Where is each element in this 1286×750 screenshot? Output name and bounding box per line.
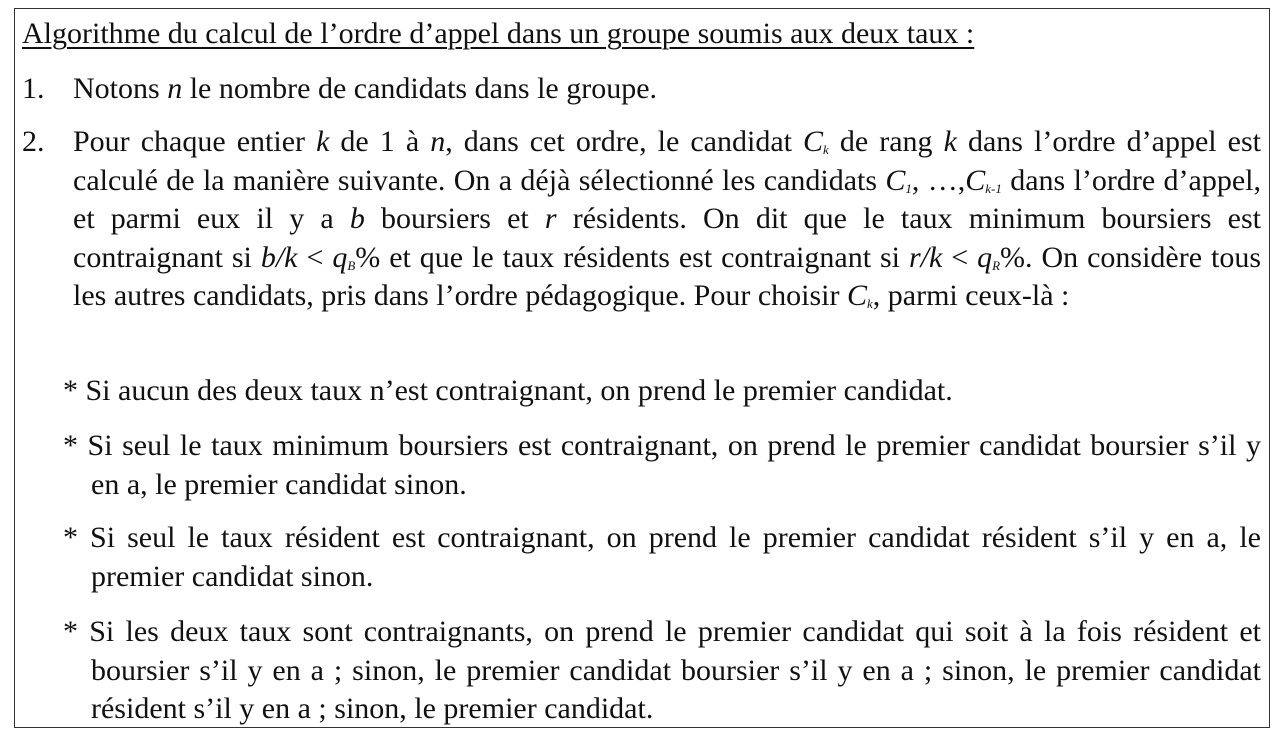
variable-q: q (977, 240, 993, 274)
variable-k: k (943, 125, 957, 158)
ratio-b-over-k: b/k (260, 240, 298, 274)
variable-c: C (846, 279, 867, 312)
step-2-text: Pour chaque entier k de 1 à n, dans cet ordre, le candidat $C_k$ de rang k dans l’ordre d’appel est calculé de la manière suivante. On a déjà sélectionné les candidats $C_1$, $\dots,C_{k-1}$ dans l’ordre d’appel, et parmi eux il y a b boursiers et r résidents. On dit que le taux minimum boursiers est contraignant si $b/k < q_B\%$ et que le taux résidents est contraignant si $r/k < q_R\%$. On considère tous les autres candidats, pris dans l’ordre pédagogique. Pour choisir $C_k$, parmi ceux-là : (73, 125, 1262, 312)
variable-q: q (332, 240, 348, 274)
variable-n: n (430, 125, 446, 158)
subscript-k: k (866, 296, 873, 311)
rule-bullet-both: * Si les deux taux sont contraignants, on prend le premier candidat qui soit à la fois résident et boursier s’il y en a ; sinon, le premier candidat boursier s’il y en a ; sinon, le premier candidat résident s’il y en a ; sinon, le premier candidat. (63, 615, 1261, 725)
rule-bullet-none: * Si aucun des deux taux n’est contraignant, on prend le premier candidat. (63, 374, 953, 407)
variable-k: k (316, 125, 330, 158)
algorithm-title: Algorithme du calcul de l’ordre d’appel dans un groupe soumis aux deux taux : (22, 17, 975, 50)
variable-c: C (803, 125, 824, 158)
subscript-r: R (992, 257, 1001, 273)
rule-bullet-residents: * Si seul le taux résident est contraignant, on prend le premier candidat résident s’il y en a, le premier candidat sinon. (63, 521, 1261, 593)
variable-c: C (885, 163, 906, 197)
step-1-number: 1. (22, 72, 45, 105)
step-2-number: 2. (22, 125, 45, 158)
subscript-b: B (347, 257, 356, 273)
step-1-text: Notons n le nombre de candidats dans le groupe. (73, 72, 658, 105)
subscript-k: k (823, 142, 829, 157)
variable-c: C (965, 163, 986, 197)
variable-b: b (349, 202, 365, 235)
variable-r: r (544, 202, 557, 235)
subscript-k-minus-1: k-1 (985, 180, 1002, 196)
variable-n: n (167, 72, 183, 105)
subscript-1: 1 (905, 180, 912, 196)
rule-bullet-boursiers: * Si seul le taux minimum boursiers est contraignant, on prend le premier candidat boursier s’il y en a, le premier candidat sinon. (63, 429, 1261, 501)
ratio-r-over-k: r/k (908, 240, 943, 274)
